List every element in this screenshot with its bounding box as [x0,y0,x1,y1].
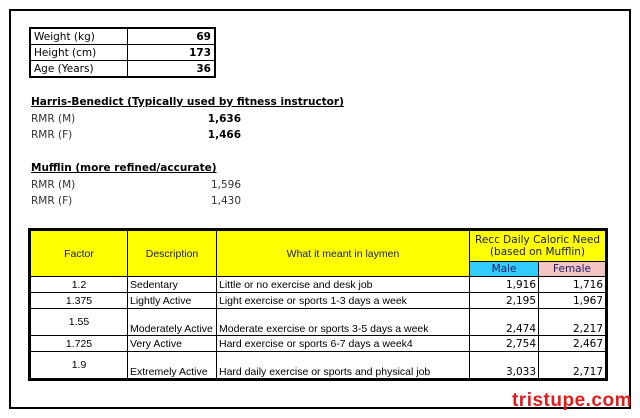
age-label: Age (Years) [30,61,128,78]
harris-rmr-male-label: RMR (M) [31,113,76,125]
harris-rmr-female-row [31,129,241,141]
recc-caloric-header: Recc Daily Caloric Need (based on Mufflin) [470,230,607,262]
age-value[interactable]: 36 [128,61,216,78]
mufflin-rmr-male-value: 1,596 [210,179,241,191]
male-value-cell[interactable]: 2,474 [470,309,539,336]
mufflin-rmr-female-label: RMR (F) [31,195,73,207]
table-row [30,277,607,293]
input-row-age [30,61,215,78]
factor-cell[interactable]: 1.375 [30,293,128,309]
mufflin-title: Mufflin (more refined/accurate) [31,162,217,174]
description-cell[interactable]: Very Active [128,336,217,352]
activity-factor-table [28,228,608,381]
factor-header-row [30,230,607,262]
female-value-cell[interactable]: 1,716 [539,277,607,293]
table-row [30,352,607,380]
male-value-cell[interactable]: 3,033 [470,352,539,380]
female-value-cell[interactable]: 2,467 [539,336,607,352]
inputs-table [29,27,216,78]
male-value-cell[interactable]: 1,916 [470,277,539,293]
mufflin-rmr-female-value: 1,430 [210,195,241,207]
male-value-cell[interactable]: 2,195 [470,293,539,309]
watermark-logo: tristupe.com [511,390,632,411]
table-row [30,293,607,309]
description-cell[interactable]: Sedentary [128,277,217,293]
description-cell[interactable]: Lightly Active [128,293,217,309]
factor-cell[interactable]: 1.9 [30,352,128,380]
meaning-cell[interactable]: Moderate exercise or sports 3-5 days a week [217,309,470,336]
factor-cell[interactable]: 1.725 [30,336,128,352]
description-cell[interactable]: Moderately Active [128,309,217,336]
description-cell[interactable]: Extremely Active [128,352,217,380]
harris-rmr-female-label: RMR (F) [31,129,73,141]
height-label: Height (cm) [30,45,128,61]
factor-cell[interactable]: 1.55 [30,309,128,336]
female-value-cell[interactable]: 2,217 [539,309,607,336]
description-header: Description [128,230,217,277]
factor-cell[interactable]: 1.2 [30,277,128,293]
harris-rmr-female-value: 1,466 [207,129,241,141]
male-header: Male [470,262,539,277]
weight-label: Weight (kg) [30,28,128,45]
harris-rmr-male-value: 1,636 [207,113,241,125]
table-row [30,309,607,336]
meaning-cell[interactable]: Hard exercise or sports 6-7 days a week4 [217,336,470,352]
weight-value[interactable]: 69 [128,28,216,45]
height-value[interactable]: 173 [128,45,216,61]
female-value-cell[interactable]: 1,967 [539,293,607,309]
meaning-cell[interactable]: Hard daily exercise or sports and physical job [217,352,470,380]
meaning-cell[interactable]: Light exercise or sports 1-3 days a week [217,293,470,309]
harris-benedict-title: Harris-Benedict (Typically used by fitness instructor) [31,96,344,108]
female-value-cell[interactable]: 2,717 [539,352,607,380]
input-row-weight [30,28,215,45]
mufflin-rmr-male-label: RMR (M) [31,179,76,191]
female-header: Female [539,262,607,277]
table-row [30,336,607,352]
harris-rmr-male-row [31,113,241,125]
male-value-cell[interactable]: 2,754 [470,336,539,352]
factor-header: Factor [30,230,128,277]
meaning-cell[interactable]: Little or no exercise and desk job [217,277,470,293]
mufflin-rmr-male-row [31,179,241,191]
meaning-header: What it meant in laymen [217,230,470,277]
input-row-height [30,45,215,61]
mufflin-rmr-female-row [31,195,241,207]
